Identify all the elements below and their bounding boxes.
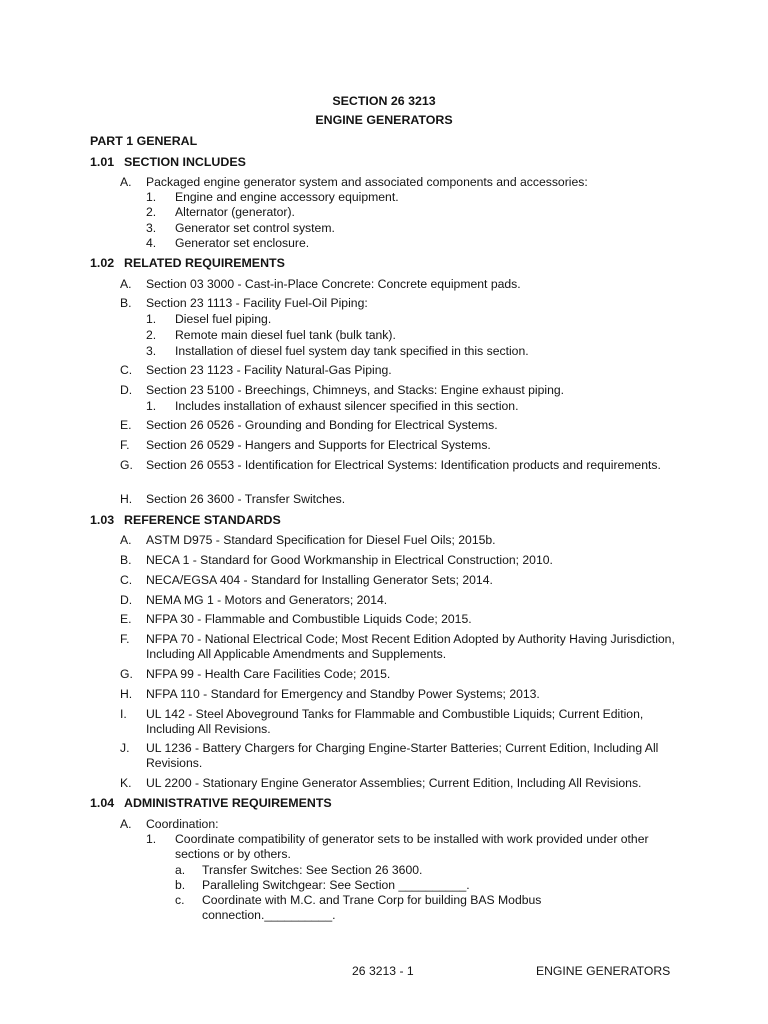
- section-title: ENGINE GENERATORS: [315, 113, 453, 127]
- paragraph-letter: C.: [120, 573, 133, 587]
- paragraph-1-02-h: [120, 492, 690, 507]
- paragraph-letter: H.: [120, 687, 133, 701]
- paragraph-text: Section 26 0553 - Identification for Electrical Systems: Identification products and requirements.: [146, 458, 661, 472]
- subparagraph-number: 2.: [146, 328, 157, 342]
- paragraph-text: UL 2200 - Stationary Engine Generator Assemblies; Current Edition, Including All Revisions.: [146, 776, 642, 790]
- article-title: SECTION INCLUDES: [124, 155, 246, 169]
- subparagraph-text: Engine and engine accessory equipment.: [175, 190, 399, 204]
- paragraph-1-02-d: [120, 383, 690, 398]
- reference-item: [120, 612, 690, 627]
- subparagraph: [146, 190, 686, 205]
- paragraph-text: NFPA 99 - Health Care Facilities Code; 2015.: [146, 667, 391, 681]
- article-heading-1-02: [90, 256, 285, 270]
- paragraph-letter: A.: [120, 817, 132, 831]
- paragraph-1-02-b: [120, 296, 690, 311]
- sub-subparagraph-letter: c.: [175, 893, 185, 907]
- paragraph-letter: G.: [120, 667, 133, 681]
- sub-subparagraph: [175, 893, 555, 922]
- paragraph-text: Packaged engine generator system and associated components and accessories:: [146, 175, 588, 189]
- subparagraph-number: 3.: [146, 344, 157, 358]
- paragraph-text: Section 23 5100 - Breechings, Chimneys, and Stacks: Engine exhaust piping.: [146, 383, 565, 397]
- article-title: REFERENCE STANDARDS: [124, 513, 281, 527]
- article-heading-1-03: [90, 513, 281, 527]
- paragraph-letter: G.: [120, 458, 133, 472]
- subparagraph: [146, 205, 686, 220]
- subparagraph-number: 2.: [146, 205, 157, 219]
- sub-subparagraph-letter: a.: [175, 863, 186, 877]
- paragraph-text: NFPA 30 - Flammable and Combustible Liquids Code; 2015.: [146, 612, 472, 626]
- paragraph-letter: F.: [120, 438, 130, 452]
- subparagraph: [146, 344, 686, 359]
- subparagraph-text: Generator set control system.: [175, 221, 335, 235]
- paragraph-text: NECA 1 - Standard for Good Workmanship in Electrical Construction; 2010.: [146, 553, 553, 567]
- paragraph-letter: A.: [120, 533, 132, 547]
- paragraph-1-01-a: [120, 175, 690, 190]
- reference-item: [120, 632, 690, 661]
- subparagraph-text: Remote main diesel fuel tank (bulk tank).: [175, 328, 396, 342]
- footer-title: ENGINE GENERATORS: [536, 964, 671, 978]
- paragraph-text: Section 26 3600 - Transfer Switches.: [146, 492, 346, 506]
- paragraph-letter: K.: [120, 776, 132, 790]
- subparagraph-text: Includes installation of exhaust silencer specified in this section.: [175, 399, 519, 413]
- paragraph-letter: C.: [120, 363, 133, 377]
- paragraph-letter: E.: [120, 418, 132, 432]
- subparagraph-text: Alternator (generator).: [175, 205, 295, 219]
- reference-item: [120, 741, 690, 770]
- paragraph-letter: B.: [120, 296, 132, 310]
- paragraph-1-02-c: [120, 363, 690, 378]
- article-heading-1-04: [90, 796, 332, 810]
- subparagraph: [146, 399, 686, 414]
- subparagraph-number: 1.: [146, 832, 157, 846]
- reference-item: [120, 776, 690, 791]
- paragraph-text: Section 26 0529 - Hangers and Supports for Electrical Systems.: [146, 438, 491, 452]
- sub-subparagraph-text: Paralleling Switchgear: See Section __________.: [202, 878, 470, 892]
- paragraph-letter: I.: [120, 707, 127, 721]
- reference-item: [120, 667, 690, 682]
- paragraph-1-02-e: [120, 418, 690, 433]
- subparagraph-text: Installation of diesel fuel system day tank specified in this section.: [175, 344, 529, 358]
- reference-item: [120, 573, 690, 588]
- reference-item: [120, 593, 690, 608]
- paragraph-1-04-a: [120, 817, 690, 832]
- subparagraph-number: 1.: [146, 399, 157, 413]
- paragraph-1-02-g: [120, 458, 690, 473]
- subparagraph: [146, 328, 686, 343]
- section-number: SECTION 26 3213: [332, 94, 436, 108]
- paragraph-text: Section 03 3000 - Cast-in-Place Concrete: Concrete equipment pads.: [146, 277, 521, 291]
- article-title: RELATED REQUIREMENTS: [124, 256, 285, 270]
- reference-item: [120, 553, 690, 568]
- paragraph-1-02-a: [120, 277, 690, 292]
- paragraph-letter: F.: [120, 632, 130, 646]
- subparagraph-number: 4.: [146, 236, 157, 250]
- subparagraph-number: 1.: [146, 190, 157, 204]
- article-number: 1.02: [90, 256, 115, 270]
- paragraph-text: NFPA 110 - Standard for Emergency and Standby Power Systems; 2013.: [146, 687, 540, 701]
- subparagraph: [146, 236, 686, 251]
- footer-page-number: 26 3213 - 1: [352, 964, 414, 978]
- sub-subparagraph-text: Transfer Switches: See Section 26 3600.: [202, 863, 423, 877]
- subparagraph: [146, 221, 686, 236]
- reference-item: [120, 687, 690, 702]
- paragraph-letter: A.: [120, 277, 132, 291]
- paragraph-text: Coordination:: [146, 817, 219, 831]
- subparagraph-text: Generator set enclosure.: [175, 236, 310, 250]
- paragraph-text: UL 1236 - Battery Chargers for Charging Engine-Starter Batteries; Current Edition, Including All Revisions.: [146, 741, 659, 770]
- article-number: 1.04: [90, 796, 115, 810]
- article-number: 1.01: [90, 155, 115, 169]
- sub-subparagraph-letter: b.: [175, 878, 186, 892]
- paragraph-text: Section 23 1113 - Facility Fuel-Oil Piping:: [146, 296, 368, 310]
- paragraph-letter: H.: [120, 492, 133, 506]
- paragraph-1-02-f: [120, 438, 690, 453]
- paragraph-text: Section 26 0526 - Grounding and Bonding for Electrical Systems.: [146, 418, 498, 432]
- paragraph-letter: A.: [120, 175, 132, 189]
- article-number: 1.03: [90, 513, 115, 527]
- paragraph-letter: D.: [120, 383, 133, 397]
- paragraph-text: NEMA MG 1 - Motors and Generators; 2014.: [146, 593, 388, 607]
- subparagraph-text: Coordinate compatibility of generator sets to be installed with work provided under other sections or by others.: [175, 832, 649, 861]
- part-heading: PART 1 GENERAL: [90, 134, 198, 148]
- paragraph-text: Section 23 1123 - Facility Natural-Gas Piping.: [146, 363, 392, 377]
- paragraph-letter: E.: [120, 612, 132, 626]
- subparagraph: [146, 312, 686, 327]
- sub-subparagraph: [175, 878, 675, 893]
- sub-subparagraph: [175, 863, 675, 878]
- paragraph-text: UL 142 - Steel Aboveground Tanks for Flammable and Combustible Liquids; Current Edition, Including All Revisions.: [146, 707, 644, 736]
- subparagraph-number: 3.: [146, 221, 157, 235]
- paragraph-letter: D.: [120, 593, 133, 607]
- paragraph-letter: B.: [120, 553, 132, 567]
- article-title: ADMINISTRATIVE REQUIREMENTS: [124, 796, 332, 810]
- article-heading-1-01: [90, 155, 246, 169]
- paragraph-text: ASTM D975 - Standard Specification for Diesel Fuel Oils; 2015b.: [146, 533, 496, 547]
- reference-item: [120, 707, 690, 736]
- paragraph-text: NFPA 70 - National Electrical Code; Most Recent Edition Adopted by Authority Having Jurisdiction, Including All Applicable Amendments and Supplements.: [146, 632, 675, 661]
- sub-subparagraph-text: Coordinate with M.C. and Trane Corp for building BAS Modbus connection.__________.: [202, 893, 542, 922]
- paragraph-letter: J.: [120, 741, 130, 755]
- subparagraph: [146, 832, 686, 861]
- subparagraph-number: 1.: [146, 312, 157, 326]
- subparagraph-text: Diesel fuel piping.: [175, 312, 272, 326]
- paragraph-text: NECA/EGSA 404 - Standard for Installing Generator Sets; 2014.: [146, 573, 493, 587]
- reference-item: [120, 533, 690, 548]
